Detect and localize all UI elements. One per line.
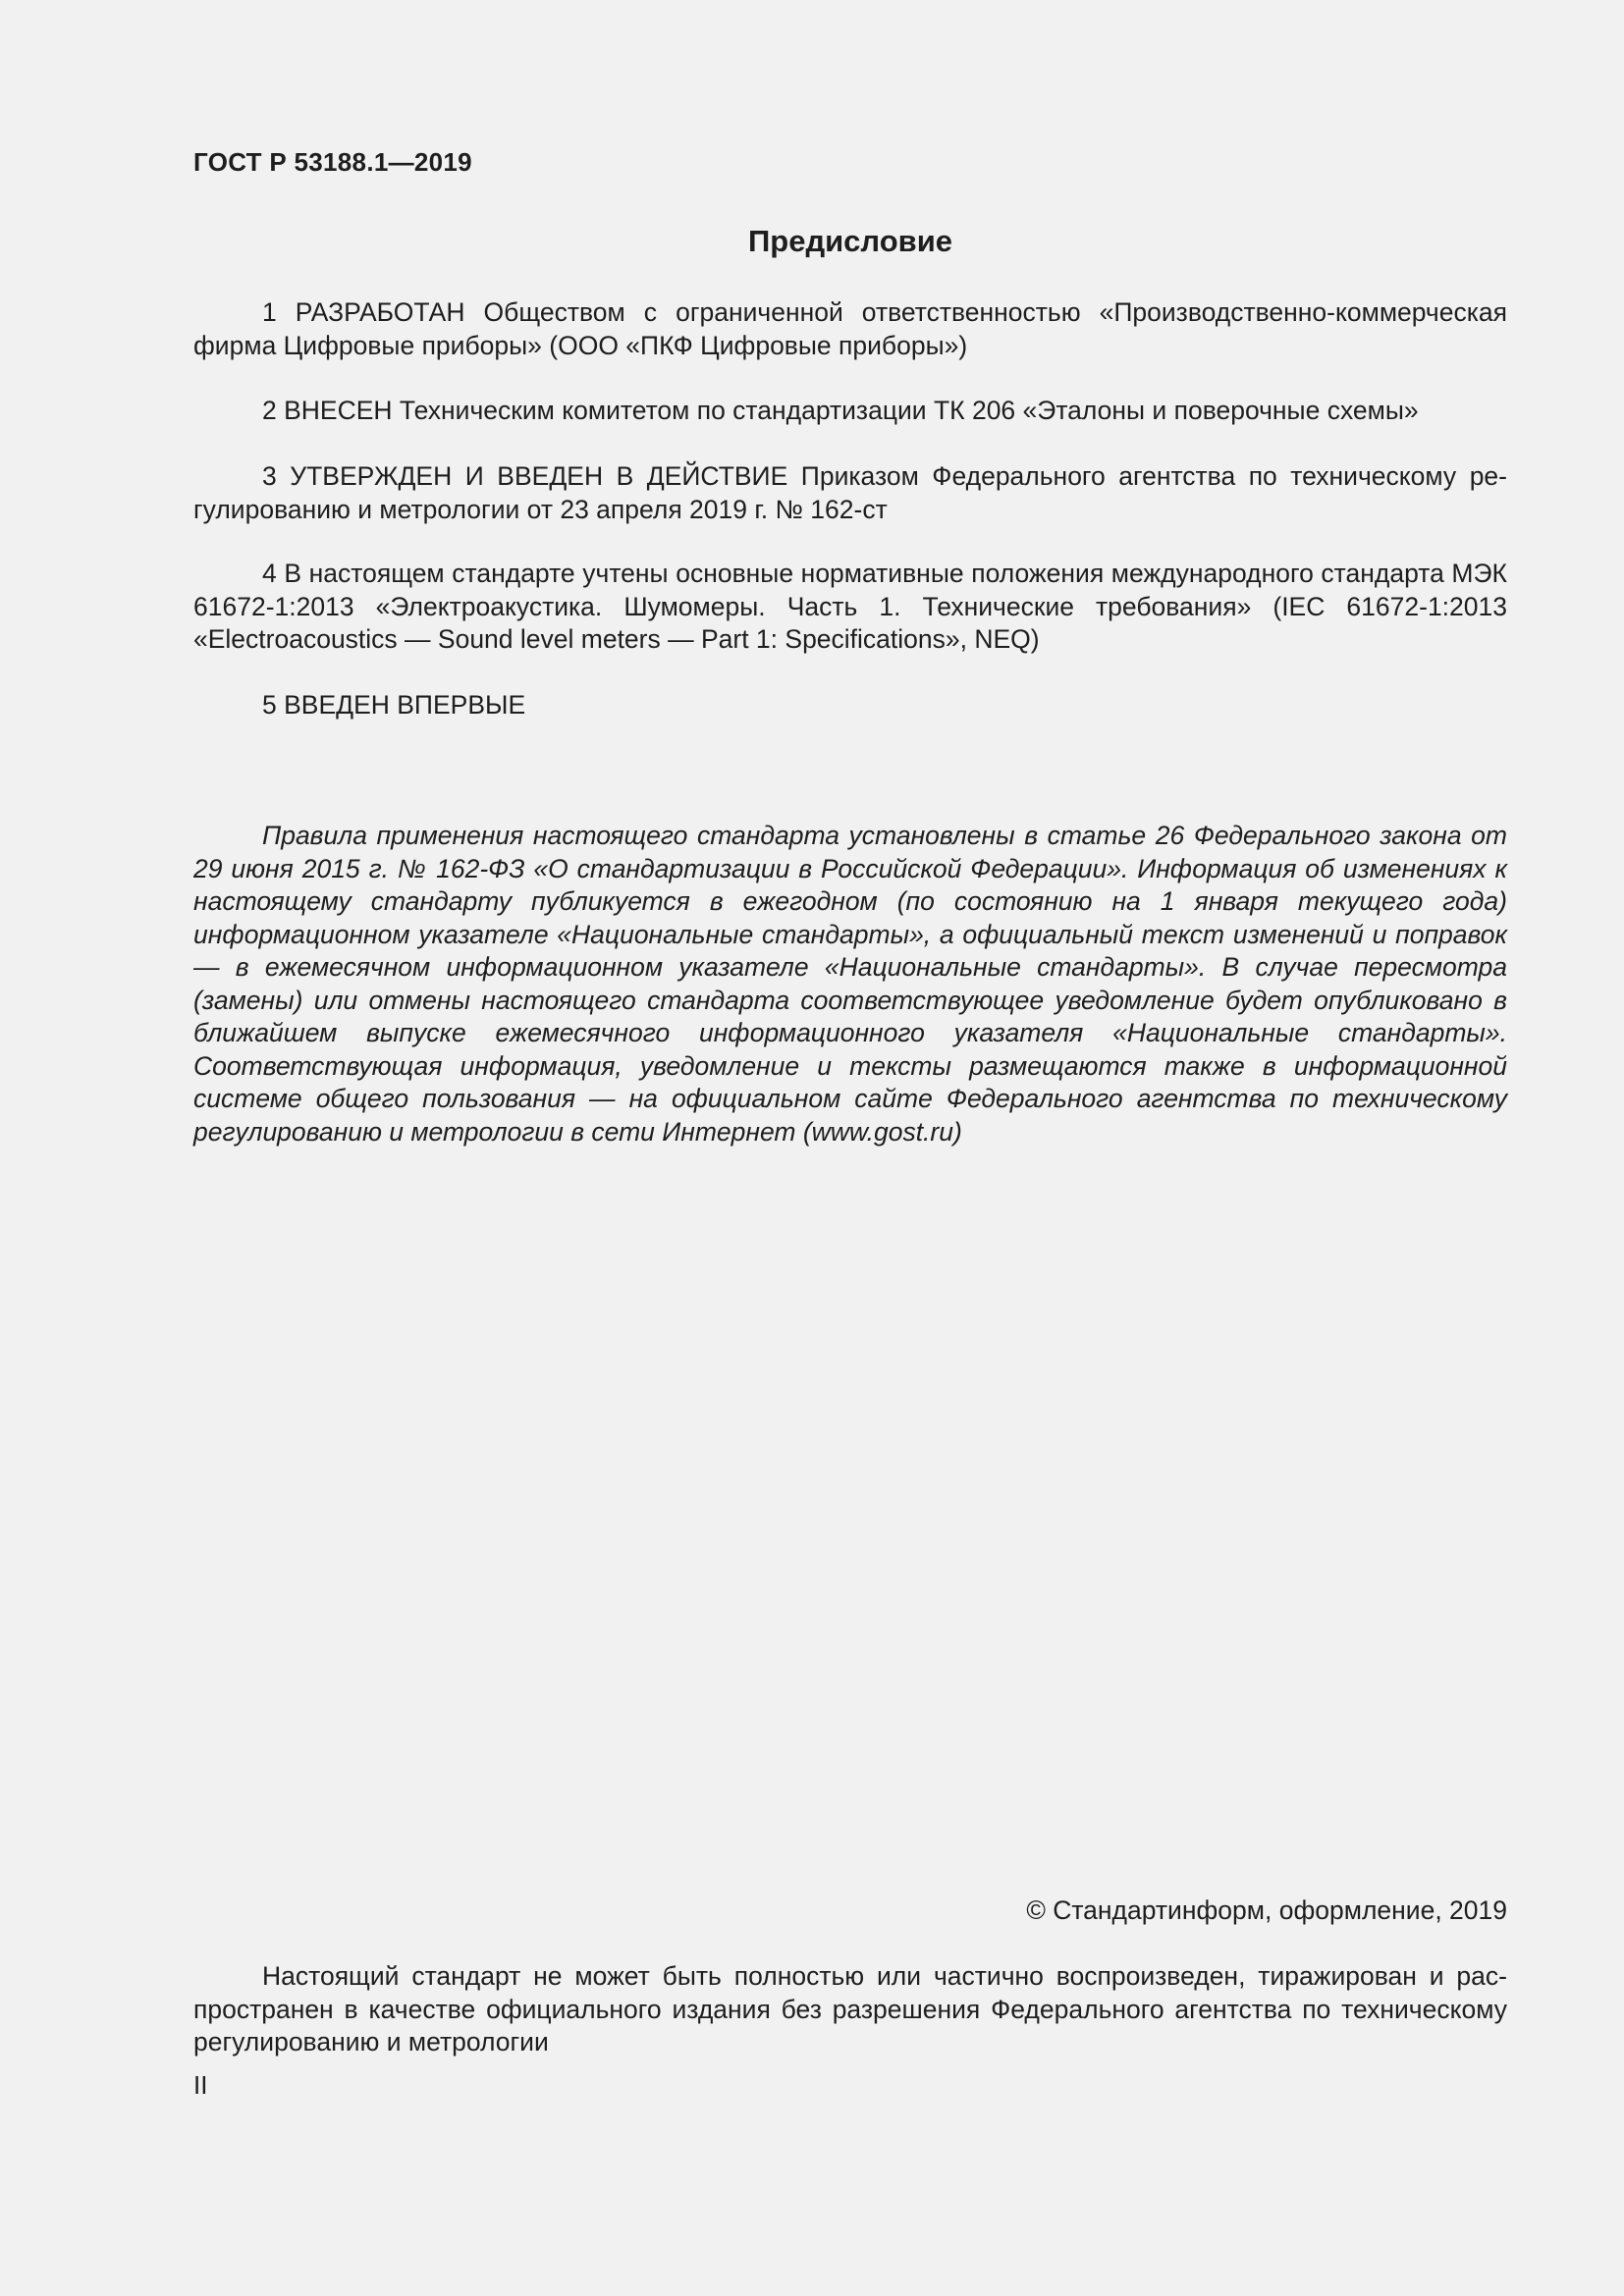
document-code: ГОСТ Р 53188.1—2019 <box>193 147 472 177</box>
foreword-item-developed: 1 РАЗРАБОТАН Обществом с ограниченной ответственностью «Производственно-коммерческая фирма Цифровые приборы» (ООО «ПКФ Цифровые приборы») <box>193 297 1507 360</box>
foreword-item-approved: 3 УТВЕРЖДЕН И ВВЕДЕН В ДЕЙСТВИЕ Приказом Федерального агентства по техническому регулированию и метрологии от 23 апреля 2019 г. № 162-ст <box>193 461 1507 524</box>
rules-note: Правила применения настоящего стандарта установлены в статье 26 Федерального закона от 29 июня 2015 г. № 162-ФЗ «О стандартизации в Российской Федерации». Информация об изменениях к настоящему стандарту публикуется в ежегодном (по состоянию на 1 января текущего года) информационном указателе «Национальные стандарты», а официальный текст изменений и поправок — в ежемесячном информационном указателе «Национальные стандарты». В случае пересмотра (замены) или отмены настоящего стандарта соответствующее уведомление будет опубликовано в ближайшем выпуске ежемесячного информационного указателя «Национальные стандарты». Соответствующая информация, уведомление и тексты размещаются также в информационной системе общего пользования — на официальном сайте Федерального агентства по техническому регулированию и метрологии в сети Интернет (www.gost.ru) <box>193 821 1507 1147</box>
foreword-item-first-introduced: 5 ВВЕДЕН ВПЕРВЫЕ <box>262 690 526 720</box>
foreword-item-submitted: 2 ВНЕСЕН Техническим комитетом по стандартизации ТК 206 «Эталоны и поверочные схемы» <box>262 396 1419 425</box>
reproduction-notice: Настоящий стандарт не может быть полностью или частично воспроизведен, тиражирован и распространен в качестве официального издания без разрешения Федерального агентства по техническому регулированию и метрологии <box>193 1961 1507 2056</box>
foreword-title: Предисловие <box>747 224 952 258</box>
copyright: © Стандартинформ, оформление, 2019 <box>1026 1896 1507 1925</box>
foreword-item-international-standard: 4 В настоящем стандарте учтены основные нормативные положения международного стандарта МЭК 61672-1:2013 «Электроакустика. Шумомеры. Часть 1. Технические требования» (IEC 61672-1:2013 «Electroacoustics — Sound level meters — Part 1: Specifications», NEQ) <box>193 559 1507 654</box>
page-number: II <box>193 2070 208 2100</box>
